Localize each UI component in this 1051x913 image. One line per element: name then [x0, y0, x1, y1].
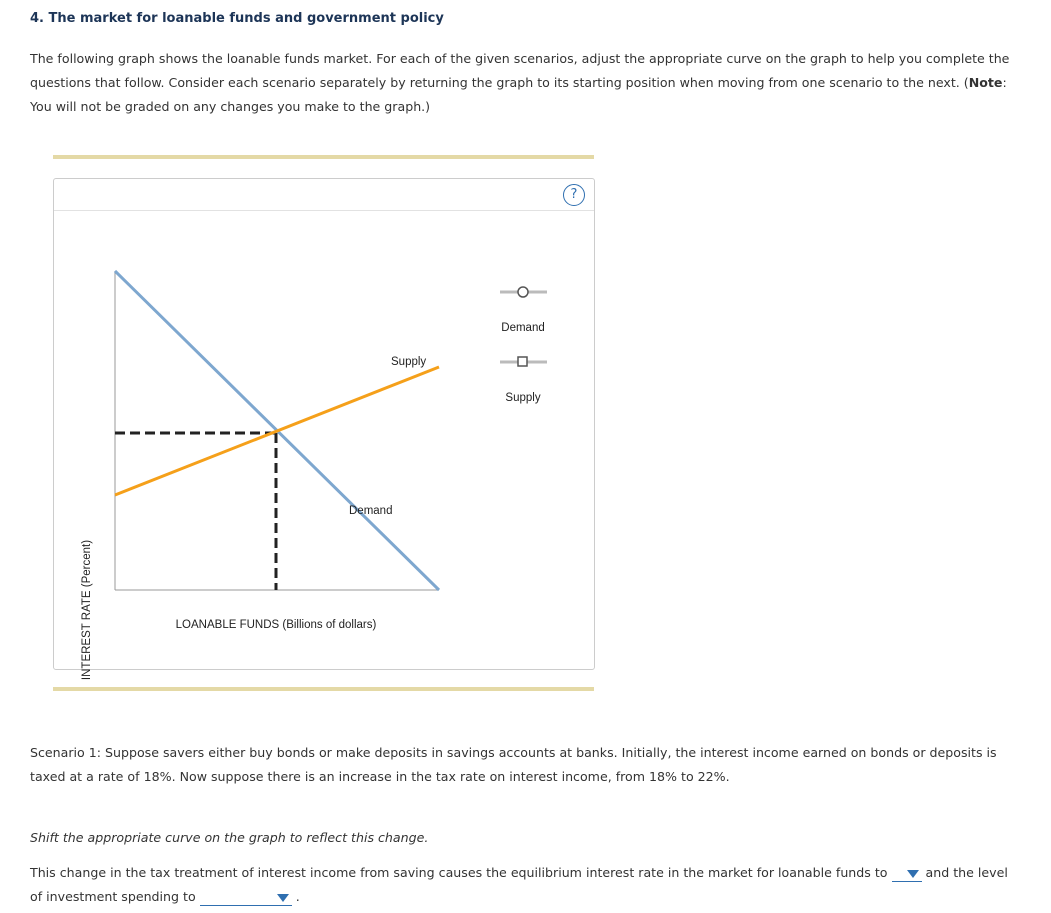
intro-text: The following graph shows the loanable funds market. For each of the given scenarios, adjust the appropriate curve on the graph to help you complete the questions that follow. Consider each scenario separately by returning the graph to its starting position when moving from one scenario to the next.: [30, 51, 1010, 90]
investment-spending-dropdown[interactable]: [200, 889, 292, 906]
square-handle-icon: [518, 357, 527, 366]
legend-demand-label: Demand: [501, 322, 545, 334]
supply-curve[interactable]: [115, 367, 439, 495]
y-axis-label: INTEREST RATE (Percent): [81, 539, 93, 681]
question-part1: This change in the tax treatment of interest income from saving causes the equilibrium interest rate in the market for loanable funds to: [30, 865, 888, 880]
graph-svg: [54, 179, 594, 669]
chevron-down-icon: [907, 870, 919, 878]
interest-rate-dropdown[interactable]: [892, 865, 922, 882]
x-axis-label: LOANABLE FUNDS (Billions of dollars): [175, 619, 377, 631]
top-divider: [53, 155, 594, 159]
legend-demand-tool[interactable]: [500, 287, 547, 334]
question-title: 4. The market for loanable funds and government policy: [30, 11, 444, 26]
supply-curve-label: Supply: [391, 356, 427, 368]
question-part2: and the level of investment spending to: [30, 865, 1008, 904]
question-end: .: [295, 889, 300, 904]
scenario-instruction: Shift the appropriate curve on the graph to reflect this change.: [30, 830, 429, 845]
note-label: Note: [968, 75, 1003, 90]
graph-panel: [53, 178, 595, 681]
legend-supply-label: Supply: [505, 392, 541, 404]
note-text: : You will not be graded on any changes you make to the graph.): [30, 75, 1007, 114]
scenario-text: Scenario 1: Suppose savers either buy bonds or make deposits in savings accounts at banks. Initially, the interest income earned on bonds or deposits is taxed at a rate of 18%. Now suppose there is an increase in the tax rate on interest income, from 18% to 22%.: [30, 745, 997, 784]
circle-handle-icon: [518, 287, 528, 297]
demand-curve-label: Demand: [349, 505, 393, 517]
legend-supply-tool[interactable]: [500, 357, 547, 404]
chevron-down-icon: [277, 894, 289, 902]
scenario-question: [30, 861, 1020, 909]
note-open: (: [963, 75, 969, 90]
help-button[interactable]: ?: [563, 184, 585, 206]
intro-paragraph: [30, 47, 1020, 119]
bottom-divider: [53, 687, 594, 691]
